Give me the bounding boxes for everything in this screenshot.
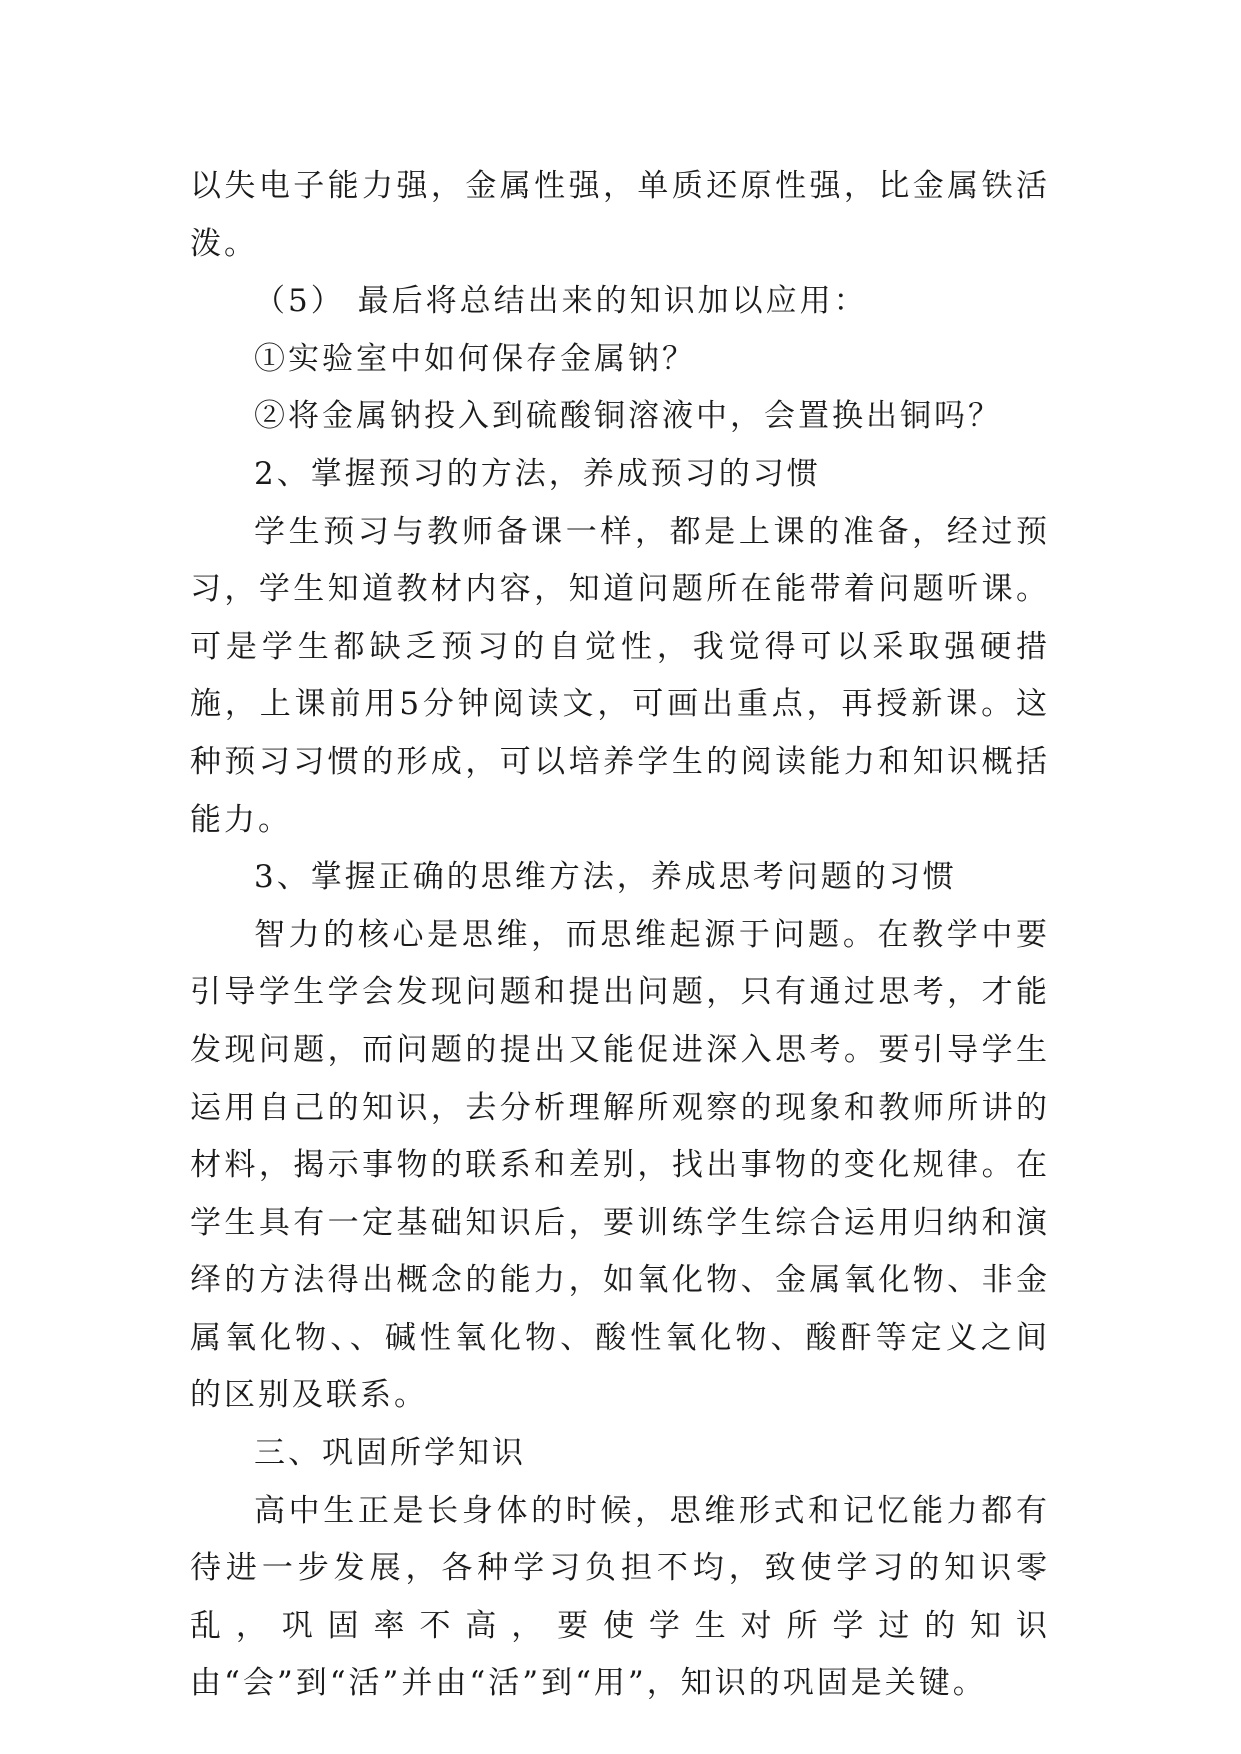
paragraph: ①实验室中如何保存金属钠？ xyxy=(254,340,696,377)
section-heading: 3、掌握正确的思维方法，养成思考问题的习惯 xyxy=(254,859,957,896)
paragraph: ②将金属钠投入到硫酸铜溶液中，会置换出铜吗？ xyxy=(254,398,1002,435)
document-body xyxy=(190,158,1050,1713)
paragraph: 以失电子能力强，金属性强，单质还原性强，比金属铁活泼。 xyxy=(190,168,1050,262)
paragraph: 智力的核心是思维，而思维起源于问题。在教学中要引导学生学会发现问题和提出问题，只有通过思考，才能发现问题，而问题的提出又能促进深入思考。要引导学生运用自己的知识，去分析理解所观察的现象和教师所讲的材料，揭示事物的联系和差别，找出事物的变化规律。在学生具有一定基础知识后，要训练学生综合运用归纳和演绎的方法得出概念的能力，如氧化物、金属氧化物、非金属氧化物、、碱性氧化物、酸性氧化物、酸酐等定义之间的区别及联系。 xyxy=(190,916,1050,1414)
section-heading: 2、掌握预习的方法，养成预习的习惯 xyxy=(254,455,821,492)
paragraph: 高中生正是长身体的时候，思维形式和记忆能力都有待进一步发展，各种学习负担不均，致使学习的知识零乱，巩固率不高，要使学生对所学过的知识由“会”到“活”并由“活”到“用”，知识的巩固是关键。 xyxy=(190,1492,1050,1702)
section-heading: 三、巩固所学知识 xyxy=(254,1435,526,1472)
paragraph: （5） 最后将总结出来的知识加以应用： xyxy=(254,283,868,320)
paragraph: 学生预习与教师备课一样，都是上课的准备，经过预习，学生知道教材内容，知道问题所在能带着问题听课。可是学生都缺乏预习的自觉性，我觉得可以采取强硬措施，上课前用5分钟阅读文，可画出重点，再授新课。这种预习习惯的形成，可以培养学生的阅读能力和知识概括能力。 xyxy=(190,513,1050,838)
